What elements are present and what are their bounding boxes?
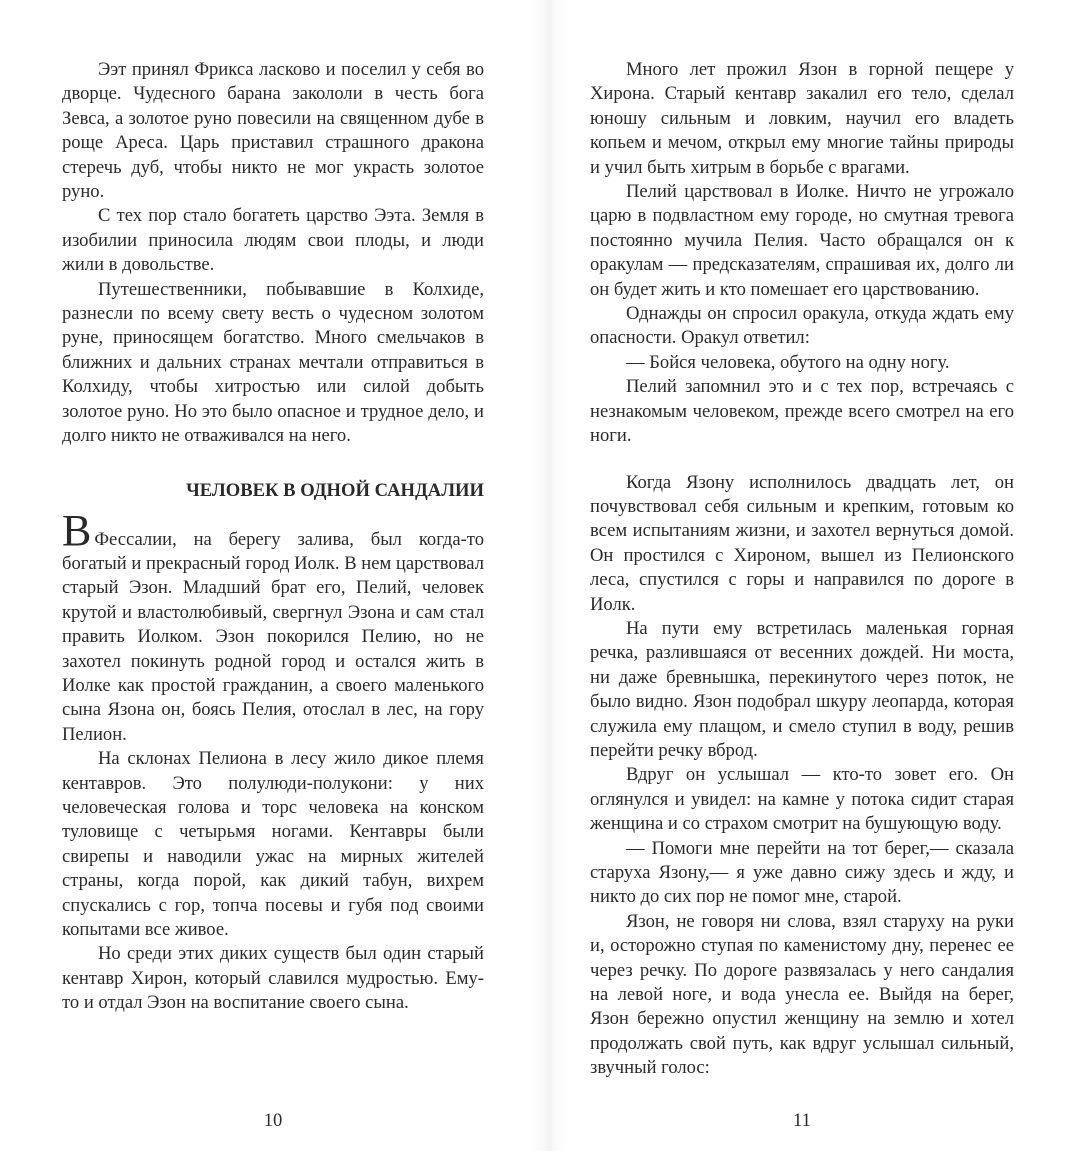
paragraph: Путешественники, побывавшие в Колхиде, разнесли по всему свету весть о чудесном золотом руне, приносящем богатство. Много смельчаков в ближних и дальних странах мечтали отправиться в Колхиду, чтобы хитростью или силой добыть золотое руно. Но это было опасное и трудное дело, и долго никто не отваживался на него.: [62, 278, 484, 447]
book-spine-shadow: [530, 0, 570, 1151]
opening-paragraph: [62, 505, 484, 748]
dialogue-line: — Помоги мне перейти на тот берег,— сказала старуха Язону,— я уже давно сижу здесь и жду, и никто до сих пор не помог мне, старой.: [590, 837, 1014, 908]
paragraph: На пути ему встретилась маленькая горная речка, разлившаяся от весенних дождей. Ни моста, ни даже бревнышка, перекинутого через поток, не было видно. Язон подобрал шкуру леопарда, которая служила ему плащом, и смело ступил в воду, решив перейти речку вброд.: [590, 617, 1014, 761]
paragraph: Когда Язону исполнилось двадцать лет, он почувствовал себя сильным и крепким, готовым ко всем испытаниям жизни, и захотел вернуться домой. Он простился с Хироном, вышел из Пелионского леса, спустился с горы и направился по дороге в Иолк.: [590, 471, 1014, 615]
paragraph: Однажды он спросил оракула, откуда ждать ему опасности. Оракул ответил:: [590, 303, 1014, 349]
paragraph: Много лет прожил Язон в горной пещере у Хирона. Старый кентавр закалил его тело, сделал юношу сильным и ловким, научил его владеть копьем и мечом, открыл ему многие тайны природы и учил быть хитрым в борьбе с врагами.: [590, 59, 1014, 178]
left-page: [62, 58, 484, 1081]
dialogue-line: — Бойся человека, обутого на одну ногу.: [626, 351, 950, 373]
chapter-heading: ЧЕЛОВЕК В ОДНОЙ САНДАЛИИ: [186, 479, 484, 501]
paragraph: Но среди этих диких существ был один старый кентавр Хирон, который славился мудростью. Ему-то и отдал Эзон на воспитание своего сына.: [62, 943, 484, 1014]
opening-paragraph-text: Фессалии, на берегу залива, был когда-то богатый и прекрасный город Иолк. В нем царствовал старый Эзон. Младший брат его, Пелий, человек крутой и властолюбивый, свергнул Эзона и сам стал править Иолком. Эзон покорился Пелию, но не захотел покинуть родной город и остался жить в Иолке как простой гражданин, а своего маленького сына Язона он, боясь Пелия, отослал в лес, на гору Пелион.: [62, 528, 484, 745]
paragraph: Ээт принял Фрикса ласково и поселил у себя во дворце. Чудесного барана закололи в честь бога Зевса, а золотое руно повесили на священном дубе в роще Ареса. Царь приставил страшного дракона стеречь дуб, чтобы никто не мог украсть золотое руно.: [62, 59, 484, 203]
paragraph: Пелий запомнил это и с тех пор, встречаясь с незнакомым человеком, прежде всего смотрел на его ноги.: [590, 376, 1014, 447]
paragraph: Язон, не говоря ни слова, взял старуху на руки и, осторожно ступая по каменистому дну, перенес ее через речку. По дороге развязалась у него сандалия на левой ноге, и вода унесла ее. Выйдя на берег, Язон бережно опустил женщину на землю и хотел продолжать свой путь, как вдруг услышал сильный, звучный голос:: [590, 910, 1014, 1079]
paragraph: На склонах Пелиона в лесу жило дикое племя кентавров. Это полулюди-полукони: у них человеческая голова и торс человека на конском туловище с четырьмя ногами. Кентавры были свирепы и наводили ужас на мирных жителей страны, когда порой, как дикий табун, вихрем спускались с гор, топча посевы и губя под своими копытами все живое.: [62, 748, 484, 940]
right-page-column: [590, 0, 1014, 1151]
section-break: [590, 449, 1014, 471]
paragraph: С тех пор стало богатеть царство Ээта. Земля в изобилии приносила людям свои плоды, и люди жили в довольстве.: [62, 205, 484, 276]
page-number-left: 10: [263, 1109, 283, 1131]
left-page-column: [62, 0, 484, 1151]
right-page: [590, 58, 1014, 1081]
drop-cap: В: [62, 505, 92, 555]
paragraph: Пелий царствовал в Иолке. Ничто не угрожало царю в подвластном ему городе, но смутная тревога постоянно мучила Пелия. Часто обращался он к оракулам — предсказателям, спрашивая их, долго ли он будет жить и кто помешает его царствованию.: [590, 181, 1014, 300]
paragraph: Вдруг он услышал — кто-то зовет его. Он оглянулся и увидел: на камне у потока сидит старая женщина и со страхом смотрит на бушующую воду.: [590, 764, 1014, 835]
page-number-right: 11: [793, 1109, 811, 1131]
